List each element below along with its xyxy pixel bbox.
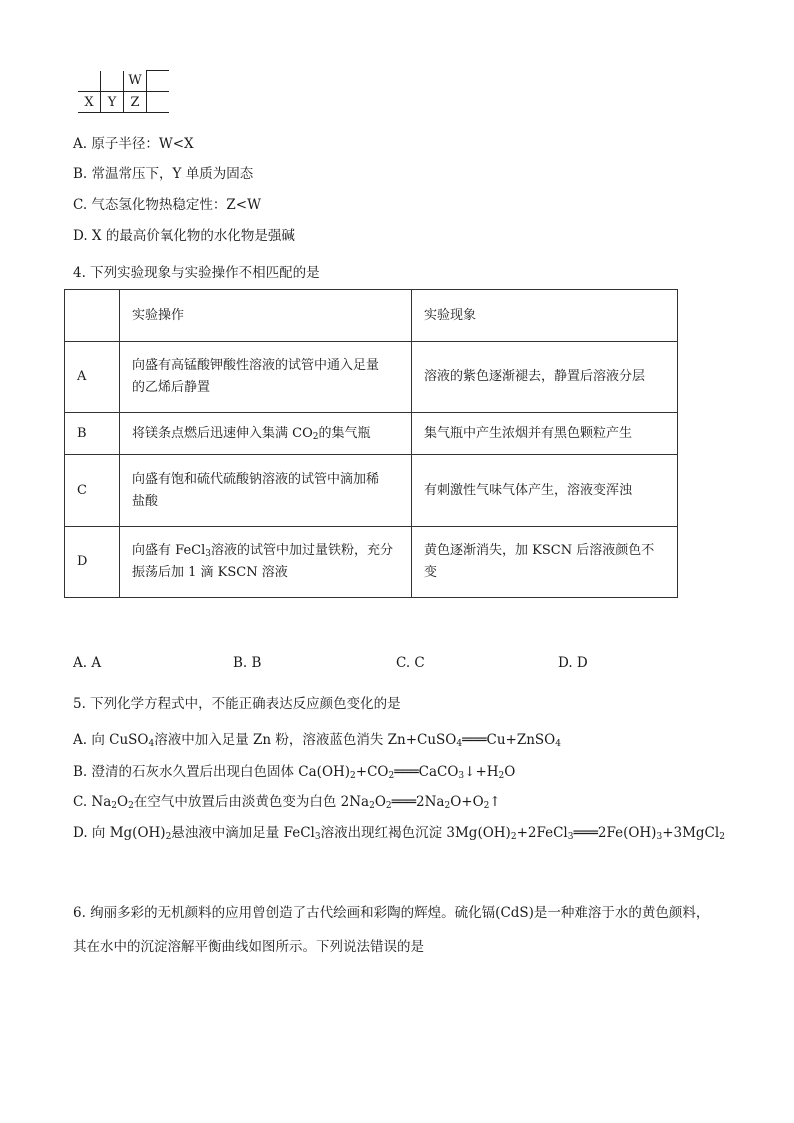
op-line: 振荡后加 1 滴 KSCN 溶液 [132,565,288,580]
pt-cell-x: X [78,92,101,113]
equals-sign: ═══ [394,764,419,780]
op-line: 的乙烯后静置 [132,380,211,395]
eq-text: 2Fe(OH) [597,825,657,841]
op-text: 溶液的试管中加过量铁粉，充分 [210,543,393,558]
header-phenomenon: 实验现象 [412,290,678,342]
row-operation [120,527,412,598]
q6-stem-line1: 6. 绚丽多彩的无机颜料的应用曾创造了古代绘画和彩陶的辉煌。硫化镉(CdS)是一种难溶于水的黄色颜料， [73,905,710,921]
eq-text: 溶液中加入足量 Zn 粉，溶液蓝色消失 Zn+CuSO [154,732,457,748]
table-row [65,413,678,455]
q3-option-b: B. 常温常压下，Y 单质为固态 [73,166,254,182]
eq-text: C. Na [73,794,112,810]
equals-sign: ═══ [391,794,417,810]
eq-text: D. 向 Mg(OH) [73,825,166,841]
op-text: 将镁条点燃后迅速伸入集满 CO [132,425,313,441]
op-line: 向盛有饱和硫代硫酸钠溶液的试管中滴加稀 [132,471,380,487]
table-row [65,342,678,413]
op-text: 向盛有 FeCl [132,543,206,558]
eq-text: 2Na [416,794,445,810]
row-key: A [65,342,120,413]
q5-option-d: D. 向 $Mg(OH)_2$悬浊液中滴加足量 FeCl$_3$溶液出现红褐色沉淀 $3Mg(OH)_2+2FeCl_3═══2Fe(OH)_3+3MgCl_2$ [73,825,725,842]
header-operation: 实验操作 [120,290,412,342]
q3-option-a: A. 原子半径：W<X [73,136,194,152]
pt-cell-y: Y [101,92,124,113]
q4-choice-d: D. D [558,655,588,671]
q3-option-c: C. 气态氢化物热稳定性：Z<W [73,197,261,213]
eq-text: 溶液出现红褐色沉淀 3Mg(OH) [320,825,511,841]
row-operation: 将镁条点燃后迅速伸入集满 $CO_2$的集气瓶 [120,413,412,455]
eq-text: 悬浊液中滴加足量 FeCl [171,825,315,841]
q4-choice-c: C. C [396,655,425,671]
eq-text: 在空气中放置后由淡黄色变为白色 2Na [133,794,370,810]
pt-cell: W [124,71,147,92]
row-phenomenon: 集气瓶中产生浓烟并有黑色颗粒产生 [412,413,678,455]
periodic-table-fragment [78,70,169,113]
experiment-table [64,289,678,598]
q6-stem-line2: 其在水中的沉淀溶解平衡曲线如图所示。下列说法错误的是 [73,939,424,955]
pt-cell-w [147,71,170,92]
eq-text: +3MgCl [662,825,720,841]
pt-cell-z: Z [124,92,147,113]
pt-cell [147,92,170,113]
row-key: B [65,413,120,455]
pt-cell [78,71,101,92]
q5-stem: 5. 下列化学方程式中，不能正确表达反应颜色变化的是 [73,696,401,712]
pt-cell [101,71,124,92]
q5-option-b: B. 澄清的石灰水久置后出现白色固体 $Ca(OH)_2+CO_2═══CaCO_3↓+H_2O$ [73,764,516,781]
table-row [65,455,678,527]
eq-text: CaCO [418,764,459,780]
equals-sign: ═══ [462,732,487,748]
q4-stem: 4. 下列实验现象与实验操作不相匹配的是 [73,265,320,281]
row-phenomenon: 黄色逐渐消失，加 KSCN 后溶液颜色不变 [412,527,678,598]
op-line: 向盛有高锰酸钾酸性溶液的试管中通入足量 [132,358,380,373]
row-operation [120,455,412,527]
row-key: C [65,455,120,527]
q5-option-a: A. 向 CuSO$_4$溶液中加入足量 Zn 粉，溶液蓝色消失 Zn+CuSO$_4$═══Cu+ZnSO$_4$ [73,732,561,749]
op-line: 盐酸 [132,493,159,509]
row-phenomenon: 有刺激性气味气体产生，溶液变浑浊 [412,455,678,527]
op-line: 向盛有 FeCl$_3$溶液的试管中加过量铁粉，充分 [132,543,393,559]
table-row [65,527,678,598]
op-text: 的集气瓶 [318,425,371,441]
row-phenomenon: 溶液的紫色逐渐褪去，静置后溶液分层 [412,342,678,413]
row-operation [120,342,412,413]
q5-option-c: C. $Na_2O_2$在空气中放置后由淡黄色变为白色 $2Na_2O_2═══2Na_2O+O_2↑$ [73,794,501,811]
row-key: D [65,527,120,598]
eq-text: A. 向 CuSO [73,732,149,748]
eq-text: O+O [450,794,484,810]
q4-choice-a: A. A [73,655,102,671]
q4-choice-b: B. B [233,655,262,671]
equals-sign: ═══ [573,825,598,841]
eq-text: +2FeCl [516,825,568,841]
eq-text: B. 澄清的石灰水久置后出现白色固体 Ca(OH) [73,764,351,780]
q3-option-d: D. X 的最高价氧化物的水化物是强碱 [73,228,295,244]
eq-text: Cu+ZnSO [486,732,556,748]
table-corner [65,290,120,342]
eq-text: ↓+H [464,764,499,780]
